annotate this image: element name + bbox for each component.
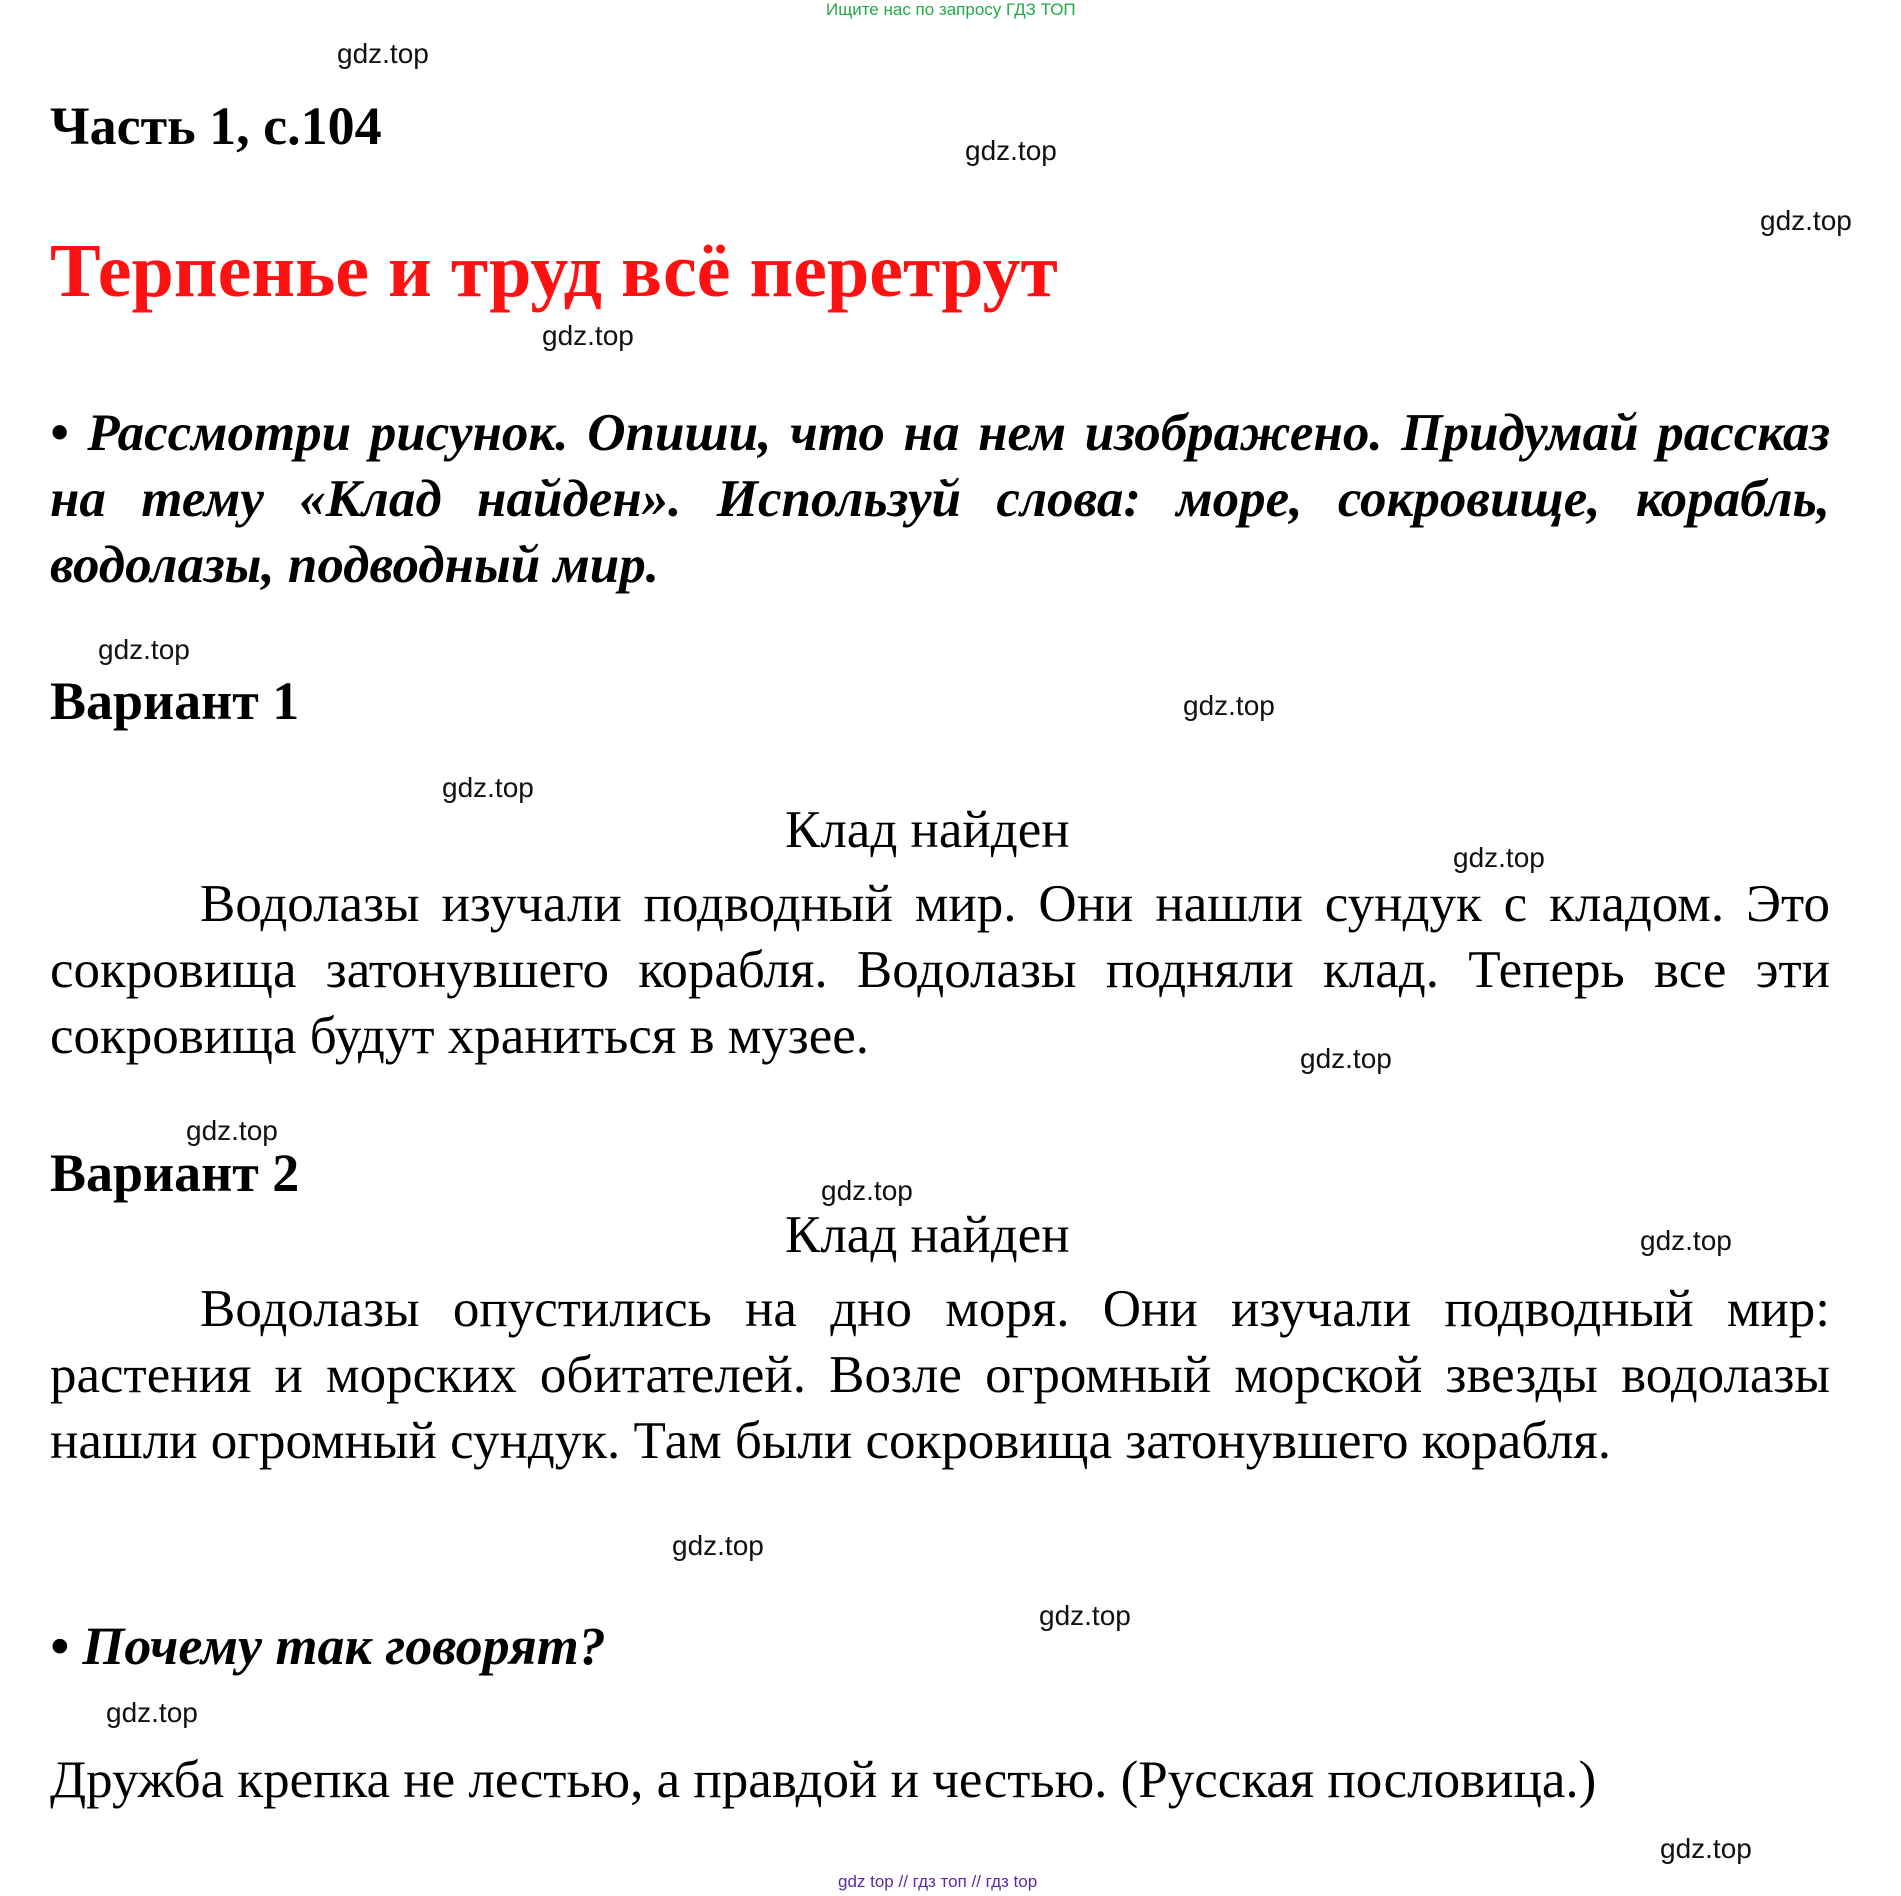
variant-2-heading: Вариант 2 <box>50 1143 300 1203</box>
watermark: gdz.top <box>1039 1600 1131 1631</box>
watermark: gdz.top <box>337 38 429 69</box>
watermark: gdz.top <box>442 772 534 803</box>
variant-2-story-title: Клад найден <box>785 1206 1070 1264</box>
watermark: gdz.top <box>1183 690 1275 721</box>
question-text: Почему так говорят? <box>82 1616 606 1676</box>
task-text: Рассмотри рисунок. Опиши, что на нем изображено. Придумай рассказ на тему «Клад найден». Используй слова: море, сокровище, корабль, водолазы, подводный мир. <box>50 404 1831 594</box>
watermark: gdz.top <box>672 1530 764 1561</box>
page-part-heading: Часть 1, с.104 <box>50 96 382 156</box>
bullet: • <box>50 404 69 462</box>
lesson-title: Терпенье и труд всё перетрут <box>50 229 1058 313</box>
variant-1-heading: Вариант 1 <box>50 671 300 731</box>
watermark: gdz.top <box>1660 1833 1752 1864</box>
watermark: gdz.top <box>821 1175 913 1206</box>
variant-1-story-text: Водолазы изучали подводный мир. Они нашли сундук с кладом. Это сокровища затонувшего корабля. Водолазы подняли клад. Теперь все эти сокровища будут храниться в музее. <box>50 875 1830 1065</box>
watermark: gdz.top <box>98 634 190 665</box>
watermark: gdz.top <box>1300 1043 1392 1074</box>
watermark: gdz.top <box>106 1697 198 1728</box>
variant-2-story-text: Водолазы опустились на дно моря. Они изучали подводный мир: растения и морских обитателей. Возле огромный морской звезды водолазы нашли огромный сундук. Там были сокровища затонувшего корабля. <box>50 1280 1830 1470</box>
proverb: Дружба крепка не лестью, а правдой и честью. (Русская пословица.) <box>50 1751 1597 1809</box>
watermark: gdz.top <box>186 1115 278 1146</box>
footer-note: gdz top // гдз топ // гдз top <box>838 1872 1038 1891</box>
watermark: gdz.top <box>1453 842 1545 873</box>
watermark: gdz.top <box>1640 1225 1732 1256</box>
question <box>50 1615 606 1677</box>
task-instruction <box>50 400 1830 598</box>
search-hint-text: Ищите нас по запросу ГДЗ ТОП <box>826 0 1076 19</box>
watermark: gdz.top <box>1760 205 1852 236</box>
variant-1-story-title: Клад найден <box>785 801 1070 859</box>
watermark: gdz.top <box>965 135 1057 166</box>
bullet: • <box>50 1616 69 1676</box>
watermark: gdz.top <box>542 320 634 351</box>
